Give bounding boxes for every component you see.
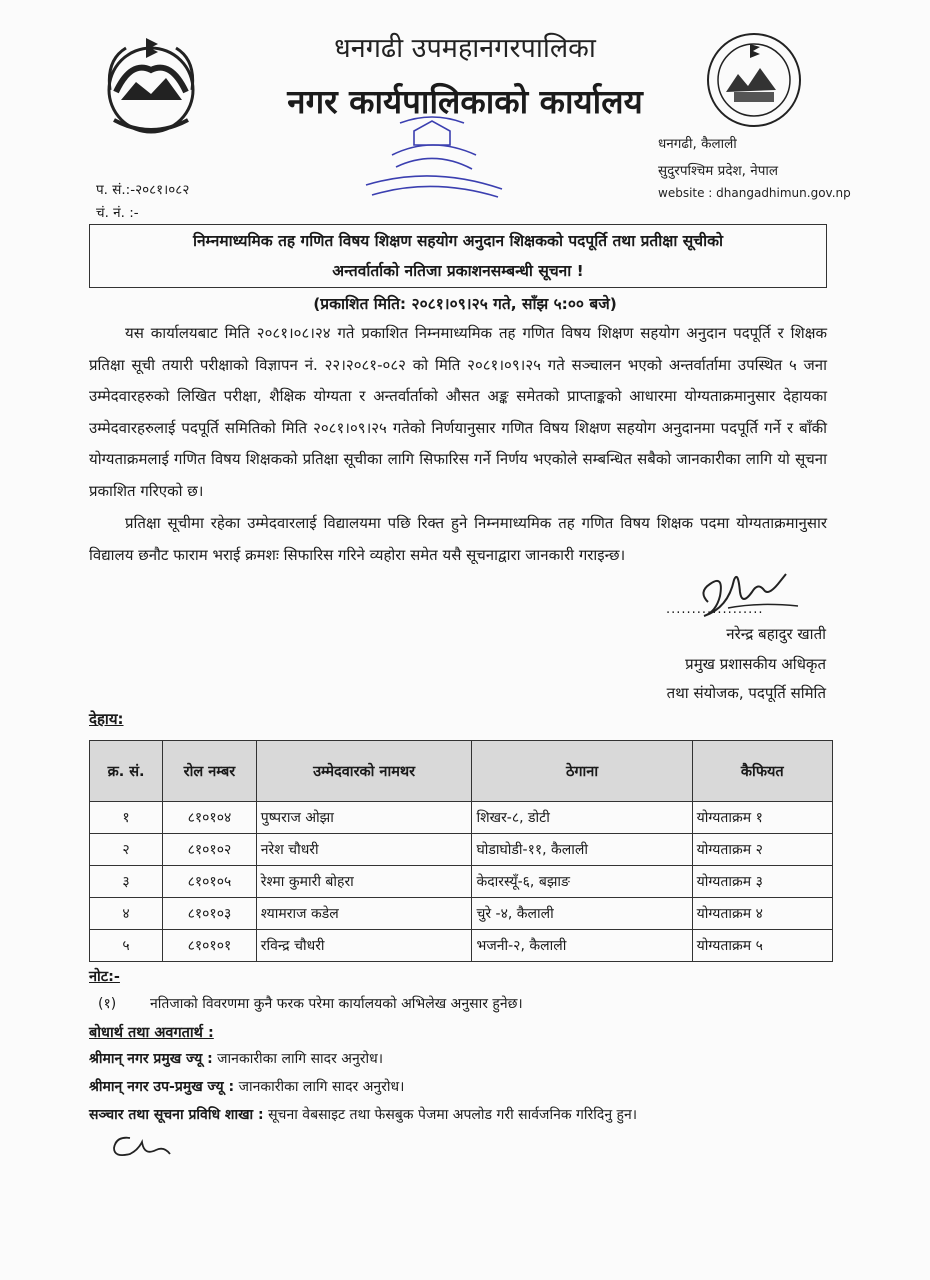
cell-serial: १ — [90, 802, 163, 834]
website: website : dhangadhimun.gov.np — [658, 186, 851, 200]
address-province: सुदुरपश्चिम प्रदेश, नेपाल — [658, 163, 779, 179]
reference-number: प. सं.:-२०८१।०८२ — [96, 182, 190, 198]
cell-remarks: योग्यताक्रम १ — [692, 802, 832, 834]
cell-candidate-name: रेश्मा कुमारी बोहरा — [256, 866, 472, 898]
initials-icon — [108, 1128, 178, 1162]
signature-line: ................... — [666, 602, 764, 617]
cell-address: शिखर-८, डोटी — [472, 802, 692, 834]
table-header-row — [90, 741, 833, 802]
cc-item — [89, 1077, 404, 1096]
table-row — [90, 930, 833, 962]
cc-recipient: श्रीमान् नगर प्रमुख ज्यू : — [89, 1051, 213, 1067]
cell-roll-number: ८१०१०१ — [163, 930, 257, 962]
cell-roll-number: ८१०१०२ — [163, 834, 257, 866]
cell-candidate-name: पुष्पराज ओझा — [256, 802, 472, 834]
published-date: (प्रकाशित मिति: २०८१।०९।२५ गते, साँझ ५:०० बजे) — [313, 295, 617, 313]
office-name: नगर कार्यपालिकाको कार्यालय — [287, 82, 643, 121]
note-number: (१) — [98, 996, 117, 1012]
nepal-emblem-icon — [96, 30, 206, 140]
municipality-seal-icon — [704, 30, 804, 130]
table-row — [90, 898, 833, 930]
notice-title-line2: अन्तर्वार्ताको नतिजा प्रकाशनसम्बन्धी सूचना ! — [332, 262, 584, 280]
header-candidate-name: उम्मेदवारको नामथर — [256, 741, 472, 802]
header-roll-number: रोल नम्बर — [163, 741, 257, 802]
cc-text: सूचना वेबसाइट तथा फेसबुक पेजमा अपलोड गरी सार्वजनिक गरिदिनु हुन। — [268, 1107, 638, 1123]
cc-text: जानकारीका लागि सादर अनुरोध। — [217, 1051, 384, 1067]
cell-remarks: योग्यताक्रम ५ — [692, 930, 832, 962]
note-heading: नोट:- — [89, 969, 120, 985]
cc-heading: बोधार्थ तथा अवगतार्थ : — [89, 1025, 214, 1041]
table-row — [90, 802, 833, 834]
dispatch-number: चं. नं. :- — [96, 205, 139, 221]
header-serial: क्र. सं. — [90, 741, 163, 802]
notice-title-box — [89, 224, 827, 288]
cell-candidate-name: रविन्द्र चौधरी — [256, 930, 472, 962]
signatory-role: तथा संयोजक, पदपूर्ति समिति — [666, 684, 826, 702]
cell-candidate-name: श्यामराज कडेल — [256, 898, 472, 930]
cell-remarks: योग्यताक्रम ४ — [692, 898, 832, 930]
cell-roll-number: ८१०१०५ — [163, 866, 257, 898]
cell-serial: ३ — [90, 866, 163, 898]
office-stamp-icon — [352, 115, 512, 199]
note-text: नतिजाको विवरणमा कुनै फरक परेमा कार्यालयको अभिलेख अनुसार हुनेछ। — [150, 996, 523, 1012]
cc-recipient: सञ्चार तथा सूचना प्रविधि शाखा : — [89, 1107, 264, 1123]
header-address: ठेगाना — [472, 741, 692, 802]
cell-address: घोडाघोडी-११, कैलाली — [472, 834, 692, 866]
table-row — [90, 834, 833, 866]
signatory-designation: प्रमुख प्रशासकीय अधिकृत — [685, 655, 826, 673]
cc-item — [89, 1049, 383, 1068]
table-row — [90, 866, 833, 898]
cell-address: केदारस्यूँ-६, बझाङ — [472, 866, 692, 898]
cell-serial: ४ — [90, 898, 163, 930]
cc-text: जानकारीका लागि सादर अनुरोध। — [238, 1079, 405, 1095]
body-paragraph-2: प्रतिक्षा सूचीमा रहेका उम्मेदवारलाई विद्यालयमा पछि रिक्त हुने निम्नमाध्यमिक तह गणित विषय शिक्षक पदमा योग्यताक्रमानुसार विद्यालय छनौट फाराम भराई क्रमशः सिफारिस गरिने व्यहोरा समेत यसै सूचनाद्वारा जानकारी गराइन्छ। — [89, 514, 827, 564]
signatory-name: नरेन्द्र बहादुर खाती — [726, 625, 826, 643]
body-paragraph-1: यस कार्यालयबाट मिति २०८१।०८।२४ गते प्रकाशित निम्नमाध्यमिक तह गणित विषय शिक्षण सहयोग अनुदान पदपूर्ति र शिक्षक प्रतिक्षा सूची तयारी परीक्षाको विज्ञापन नं. २२।२०८१-०८२ को मिति २०८१।०९।२५ गते सञ्चालन भएको अन्तर्वार्तामा उपस्थित ५ जना उम्मेदवारहरुको लिखित परीक्षा, शैक्षिक योग्यता र अन्तर्वार्ताको औसत अङ्क समेतको प्राप्ताङ्कको आधारमा योग्यताक्रमानुसार देहायका उम्मेदवारहरुलाई पदपूर्ति समितिको मिति २०८१।०९।२५ गतेको निर्णयानुसार गणित विषय शिक्षण सहयोग अनुदानमा पदपूर्ति गर्ने र बाँकी योग्यताक्रमलाई गणित विषय शिक्षकको प्रतिक्षा सूचीका लागि सिफारिस गर्ने निर्णय भएकोले सम्बन्धित सबैको जानकारीका लागि यो सूचना प्रकाशित गरिएको छ। — [89, 324, 827, 500]
cell-remarks: योग्यताक्रम ३ — [692, 866, 832, 898]
cell-candidate-name: नरेश चौधरी — [256, 834, 472, 866]
cell-address: भजनी-२, कैलाली — [472, 930, 692, 962]
cc-item — [89, 1105, 637, 1124]
header-remarks: कैफियत — [692, 741, 832, 802]
cell-remarks: योग्यताक्रम २ — [692, 834, 832, 866]
municipality-name: धनगढी उपमहानगरपालिका — [334, 33, 596, 64]
address-city: धनगढी, कैलाली — [658, 136, 737, 152]
appendix-heading: देहाय: — [89, 710, 124, 728]
cc-recipient: श्रीमान् नगर उप-प्रमुख ज्यू : — [89, 1079, 235, 1095]
cell-roll-number: ८१०१०४ — [163, 802, 257, 834]
results-table — [89, 740, 833, 962]
cell-serial: २ — [90, 834, 163, 866]
cell-address: चुरे -४, कैलाली — [472, 898, 692, 930]
cell-serial: ५ — [90, 930, 163, 962]
notice-title-line1: निम्नमाध्यमिक तह गणित विषय शिक्षण सहयोग अनुदान शिक्षकको पदपूर्ति तथा प्रतीक्षा सूचीको — [192, 232, 724, 250]
cell-roll-number: ८१०१०३ — [163, 898, 257, 930]
